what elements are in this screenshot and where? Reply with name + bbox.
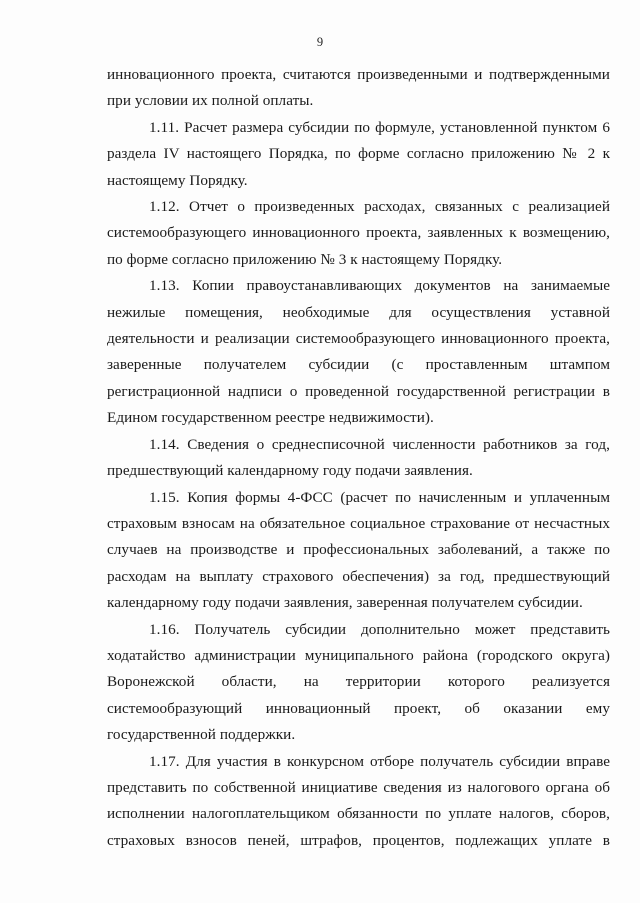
paragraph-1-12: 1.12. Отчет о произведенных расходах, связанных с реализацией системообразующего инновационного проекта, заявленных к возмещению, по форме согласно приложению № 3 к настоящему Порядку. (107, 198, 610, 268)
page-number: 9 (316, 35, 324, 49)
document-body (107, 62, 610, 854)
paragraph-continuation: инновационного проекта, считаются произведенными и подтвержденными при условии их полной оплаты. (107, 66, 610, 110)
paragraph-1-16: 1.16. Получатель субсидии дополнительно может представить ходатайство администрации муниципального района (городского округа) Воронежской области, на территории которого реализуется системообразующий инновационный проект, об оказании ему государственной поддержки. (107, 620, 610, 744)
paragraph-1-11: 1.11. Расчет размера субсидии по формуле, установленной пунктом 6 раздела IV настоящего Порядка, по форме согласно приложению № 2 к настоящему Порядку. (107, 118, 610, 189)
paragraph-1-17: 1.17. Для участия в конкурсном отборе получатель субсидии вправе представить по собственной инициативе сведения из налогового органа об исполнении налогоплательщиком обязанности по уплате налогов, сборов, страховых взносов пеней, штрафов, процентов, подлежащих уплате в (107, 752, 610, 849)
paragraph-1-13: 1.13. Копии правоустанавливающих документов на занимаемые нежилые помещения, необходимые для осуществления уставной деятельности и реализации системообразующего инновационного проекта, заверенные получателем субсидии (с проставленным штампом регистрационной надписи о проведенной государственной регистрации в Едином государственном реестре недвижимости). (107, 277, 610, 427)
paragraph-1-15: 1.15. Копия формы 4-ФСС (расчет по начисленным и уплаченным страховым взносам на обязательное социальное страхование от несчастных случаев на производстве и профессиональных заболеваний, а также по расходам на выплату страхового обеспечения) за год, предшествующий календарному году подачи заявления, заверенная получателем субсидии. (107, 488, 610, 612)
paragraph-1-14: 1.14. Сведения о среднесписочной численности работников за год, предшествующий календарному году подачи заявления. (107, 435, 610, 480)
